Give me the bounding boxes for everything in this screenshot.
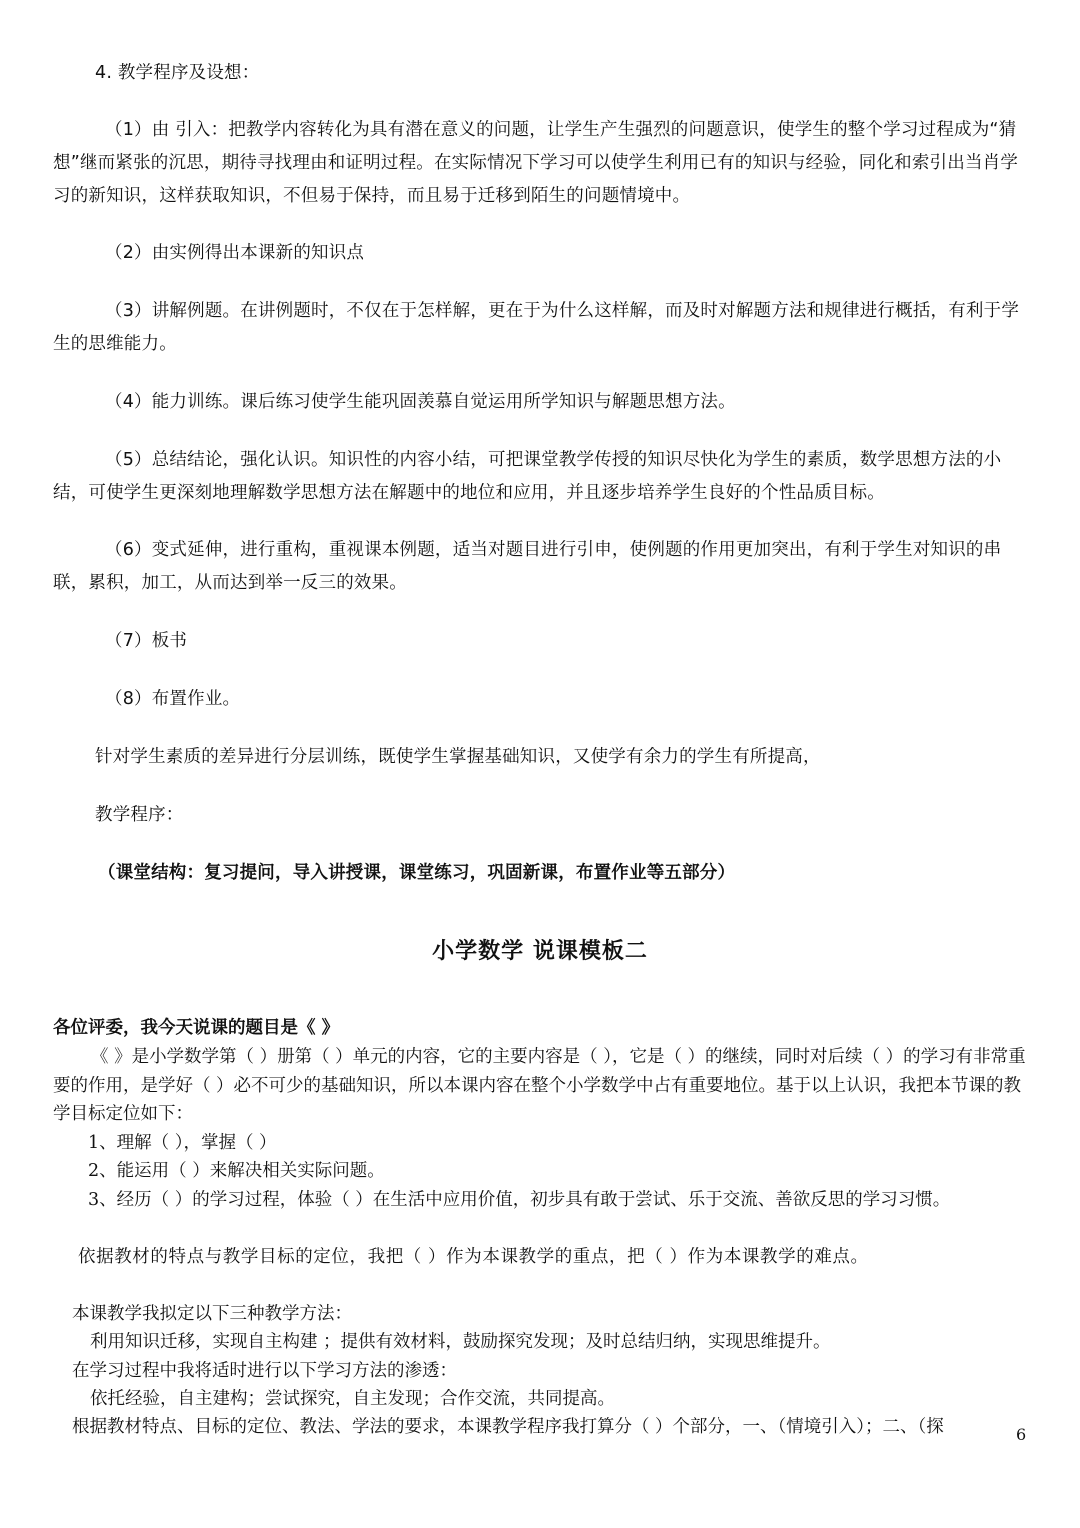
paragraph-4: （4）能力训练。课后练习使学生能巩固羡慕自觉运用所学知识与解题思想方法。 <box>105 392 736 412</box>
teaching-methods: 利用知识迁移，实现自主构建 ；提供有效材料，鼓励探究发现；及时总结归纳，实现思维提升。 <box>90 1332 831 1352</box>
intro-line: 各位评委，我今天说课的题目是《 》 <box>53 1018 340 1038</box>
paragraph-1: （1）由 引入：把教学内容转化为具有潜在意义的问题，让学生产生强烈的问题意识，使学生的整个学习过程成为“猜想”继而紧张的沉思，期待寻找理由和证明过程。在实际情况下学习可以使学生利用已有的知识与经验，同化和索引出当肖学习的新知识，这样获取知识，不但易于保持，而且易于迁移到陌生的问题情境中。 <box>53 120 1019 206</box>
paragraph-9: 针对学生素质的差异进行分层训练，既使学生掌握基础知识，又使学有余力的学生有所提高， <box>95 747 821 767</box>
paragraph-3: （3）讲解例题。在讲例题时，不仅在于怎样解，更在于为什么这样解，而及时对解题方法和规律进行概括，有利于学生的思维能力。 <box>53 301 1020 354</box>
learning-methods: 依托经验，自主建构；尝试探究，自主发现；合作交流，共同提高。 <box>90 1389 615 1409</box>
paragraph-2: （2）由实例得出本课新的知识点 <box>105 243 365 263</box>
key-difficulty: 依据教材的特点与教学目标的定位，我把（ ）作为本课教学的重点，把（ ）作为本课教学的难点。 <box>78 1247 869 1267</box>
goal-2: 2、能运用（ ）来解决相关实际问题。 <box>88 1161 385 1181</box>
paragraph-6: （6）变式延伸，进行重构，重视课本例题，适当对题目进行引申，使例题的作用更加突出，有利于学生对知识的串联，累积，加工，从而达到举一反三的效果。 <box>53 540 1002 593</box>
class-structure-note: （课堂结构：复习提问，导入讲授课，课堂练习，巩固新课，布置作业等五部分） <box>98 863 736 883</box>
paragraph-7: （7）板书 <box>105 631 188 651</box>
paragraph-10: 教学程序： <box>95 805 184 825</box>
methods-intro: 本课教学我拟定以下三种教学方法： <box>72 1304 352 1324</box>
goal-1: 1、理解（ ），掌握（ ） <box>88 1133 277 1153</box>
section-title: 小学数学 说课模板二 <box>432 939 648 964</box>
paragraph-8: （8）布置作业。 <box>105 689 241 709</box>
page-number: 6 <box>1016 1425 1027 1444</box>
learning-intro: 在学习过程中我将适时进行以下学习方法的渗透： <box>72 1361 457 1381</box>
goal-3: 3、经历（ ）的学习过程，体验（ ）在生活中应用价值，初步具有敢于尝试、乐于交流、善欲反思的学习习惯。 <box>88 1190 951 1210</box>
section-heading: 4. 教学程序及设想： <box>95 63 260 83</box>
procedure-line: 根据教材特点、目标的定位、教法、学法的要求，本课教学程序我打算分（ ）个部分，一、（情境引入）；二、（探 <box>72 1417 944 1437</box>
paragraph-5: （5）总结结论，强化认识。知识性的内容小结，可把课堂教学传授的知识尽快化为学生的素质，数学思想方法的小结，可使学生更深刻地理解数学思想方法在解题中的地位和应用，并且逐步培养学生良好的个性品质目标。 <box>53 450 1002 503</box>
content-paragraph: 《 》是小学数学第（ ）册第（ ）单元的内容，它的主要内容是（ ），它是（ ）的继续，同时对后续（ ）的学习有非常重要的作用，是学好（ ）必不可少的基础知识，所以本课内容在整个小学数学中占有重要地位。基于以上认识，我把本节课的教学目标定位如下： <box>53 1047 1026 1124</box>
